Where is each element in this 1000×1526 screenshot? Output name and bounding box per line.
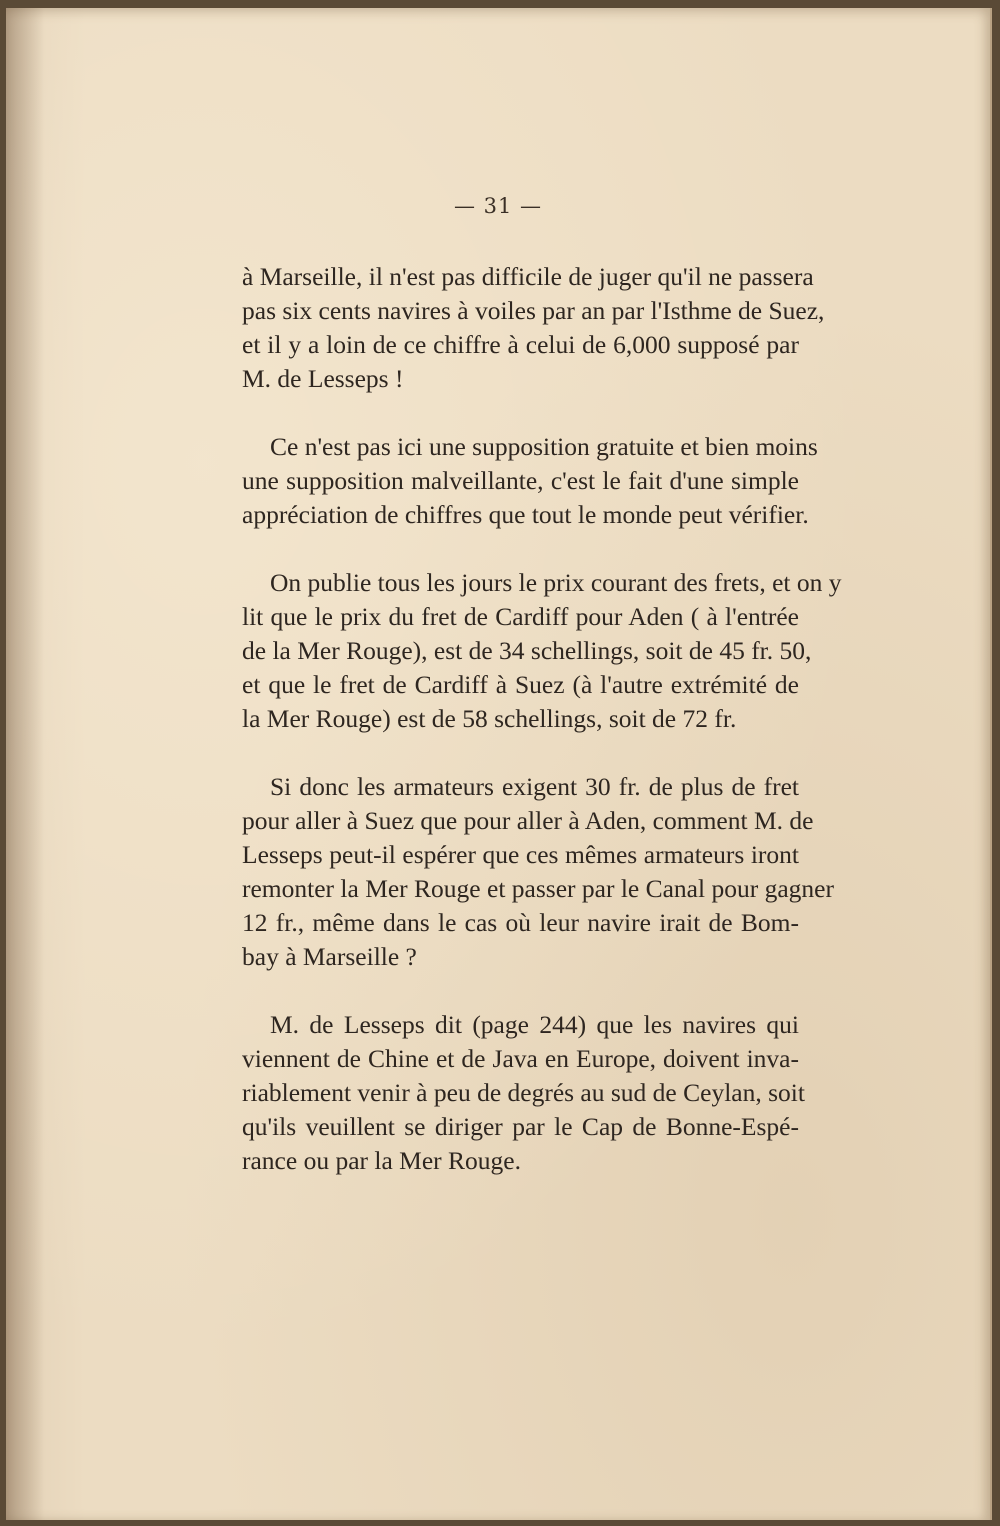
body-text xyxy=(214,260,842,1212)
text-line: On publie tous les jours le prix courant des frets, et on y xyxy=(270,568,842,597)
text-line: pas six cents navires à voiles par an par l'Isthme de Suez, xyxy=(242,296,825,325)
paragraph-4 xyxy=(214,770,834,974)
text-line: 12 fr., même dans le cas où leur navire irait de Bom- xyxy=(242,908,799,937)
text-line: M. de Lesseps dit (page 244) que les navires qui xyxy=(270,1010,799,1039)
text-line: et il y a loin de ce chiffre à celui de 6,000 supposé par xyxy=(242,330,799,359)
text-line: à Marseille, il n'est pas difficile de juger qu'il ne passera xyxy=(242,262,814,291)
text-line: lit que le prix du fret de Cardiff pour Aden ( à l'entrée xyxy=(242,602,799,631)
page-number: — 31 — xyxy=(453,194,543,218)
text-line: la Mer Rouge) est de 58 schellings, soit de 72 fr. xyxy=(242,704,737,733)
text-line: riablement venir à peu de degrés au sud de Ceylan, soit xyxy=(242,1078,805,1107)
paragraph-2 xyxy=(214,430,818,532)
text-line: remonter la Mer Rouge et passer par le Canal pour gagner xyxy=(242,874,834,903)
text-line: Ce n'est pas ici une supposition gratuite et bien moins xyxy=(270,432,818,461)
text-line: de la Mer Rouge), est de 34 schellings, soit de 45 fr. 50, xyxy=(242,636,812,665)
book-page xyxy=(6,8,992,1520)
text-line: Si donc les armateurs exigent 30 fr. de plus de fret xyxy=(270,772,799,801)
text-line: bay à Marseille ? xyxy=(242,942,417,971)
text-line: et que le fret de Cardiff à Suez (à l'autre extrémité de xyxy=(242,670,799,699)
paragraph-3 xyxy=(214,566,842,736)
text-line: viennent de Chine et de Java en Europe, doivent inva- xyxy=(242,1044,799,1073)
spine-shadow xyxy=(6,8,44,1520)
text-line: Lesseps peut-il espérer que ces mêmes armateurs iront xyxy=(242,840,799,869)
text-line: rance ou par la Mer Rouge. xyxy=(242,1146,521,1175)
text-line: une supposition malveillante, c'est le fait d'une simple xyxy=(242,466,799,495)
paragraph-1 xyxy=(214,260,825,396)
text-line: M. de Lesseps ! xyxy=(242,364,404,393)
text-line: appréciation de chiffres que tout le monde peut vérifier. xyxy=(242,500,809,529)
paragraph-5 xyxy=(214,1008,805,1178)
text-line: qu'ils veuillent se diriger par le Cap de Bonne-Espé- xyxy=(242,1112,799,1141)
text-line: pour aller à Suez que pour aller à Aden, comment M. de xyxy=(242,806,814,835)
